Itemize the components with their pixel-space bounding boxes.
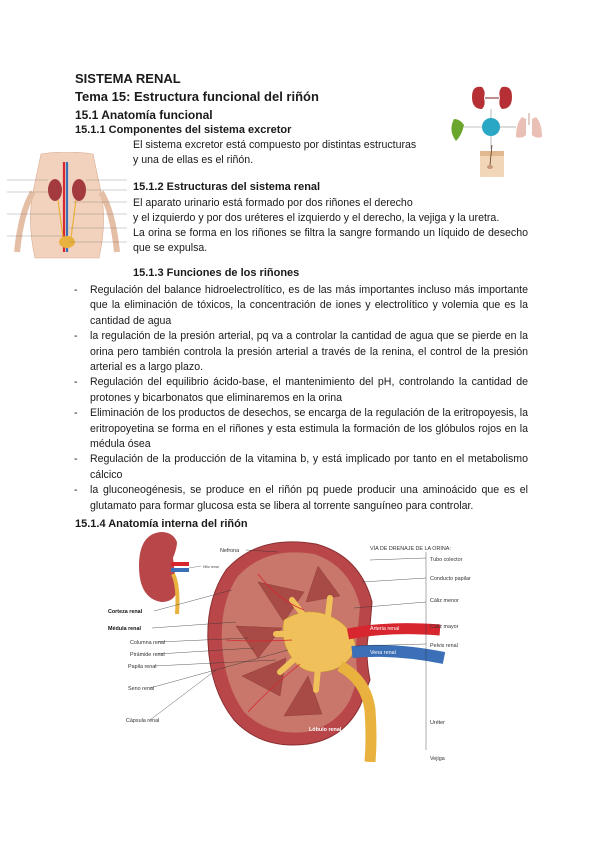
kidney-left-labels [108,600,220,760]
document-title: SISTEMA RENAL [75,71,181,86]
structures-line-1: El aparato urinario está formado por dos riñones el derecho [133,197,413,209]
seno-renal-label: Seno renal [128,686,155,692]
kidneys-icon [472,87,512,109]
drainage-step: Vejiga [430,756,445,762]
intro-line-2: y una de ellas es el riñón. [133,154,254,167]
intro-line-1: El sistema excretor está compuesto por distintas estructuras [133,139,417,151]
list-item: - Regulación de la producción de la vitamina b, y está implicado por tanto en el metabolismo cálcico [90,452,528,483]
nefrona-label: Nefrona [220,548,240,554]
section-heading-15-1-4: 15.1.4 Anatomía interna del riñón [75,518,248,530]
medula-renal-label: Médula renal [108,626,141,632]
renal-vein [352,651,444,658]
topic-heading: Tema 15: Estructura funcional del riñón [75,89,319,104]
section-heading-15-1: 15.1 Anatomía funcional [75,108,213,122]
columna-renal-label: Columna renal [130,640,166,646]
intro-paragraph [133,138,433,169]
corteza-renal-label: Corteza renal [108,609,143,615]
section-heading-15-1-3: 15.1.3 Funciones de los riñones [133,267,300,279]
drainage-step: Pelvis renal [430,643,458,649]
kidney-functions-list [90,283,528,514]
capsula-renal-label: Cápsula renal [126,718,160,724]
lungs-icon [516,113,542,138]
drainage-title: VÍA DE DRENAJE DE LA ORINA: [370,546,451,552]
list-item: - Regulación del balance hidroelectrolítico, es de las más importantes incluso más importante que la eliminación de tóxicos, la concentración de iones y electrolítico y volemia que es la cantidad de agua [90,283,528,329]
skin-icon [480,145,504,177]
section-heading-15-1-1: 15.1.1 Componentes del sistema excretor [75,124,292,136]
urinary-system-torso-illustration [3,152,131,260]
lobulo-renal-label: Lóbulo renal [309,727,342,733]
structures-paragraph [133,196,528,227]
list-item: - Regulación del equilibrio ácido-base, el mantenimiento del pH, controlando la cantidad de protones y bicarbonatos que eliminaremos en la orina [90,375,528,406]
urine-formation-paragraph: La orina se forma en los riñones se filtra la sangre formando un líquido de desecho que se expulsa. [133,227,528,255]
drainage-step: Conducto papilar [430,576,471,582]
arteria-renal-label: Arteria renal [370,626,400,632]
drainage-step: Cáliz mayor [430,624,459,630]
section-heading-15-1-2: 15.1.2 Estructuras del sistema renal [133,181,321,193]
list-item: - la regulación de la presión arterial, pq va a controlar la cantidad de agua que se pierde en la orina pero también controla la presión arterial a través de la renina, el control de la presión arterial es a largo plazo. [90,329,528,375]
piramide-renal-label: Pirámide renal [130,652,165,658]
drainage-step: Uréter [430,720,445,726]
vena-renal-label: Vena renal [370,650,396,656]
drainage-step: Tubo colector [430,557,463,563]
list-item: - Eliminación de los productos de desechos, se encarga de la regulación de la eritropoyesis, la eritropoyetina se forma en el riñones y esta estimula la formación de los glóbulos rojos en la médula ósea [90,406,528,452]
small-hilio-label: Hilio renal [203,565,219,569]
system-center-icon [482,118,500,136]
papila-renal-label: Papila renal [128,664,157,670]
structures-line-2: y el izquierdo y por dos uréteres el izquierdo y el derecho, la vejiga y la uretra. [133,212,500,225]
list-item: - la gluconeogénesis, se produce en el riñón pq puede producir una aminoácido que es el glutamato para formar glucosa esta se libera al torrente sanguíneo para controlar. [90,483,528,514]
drainage-step: Cáliz menor [430,598,459,604]
excretory-organs-icon-cluster [444,79,554,189]
liver-icon [451,119,464,141]
